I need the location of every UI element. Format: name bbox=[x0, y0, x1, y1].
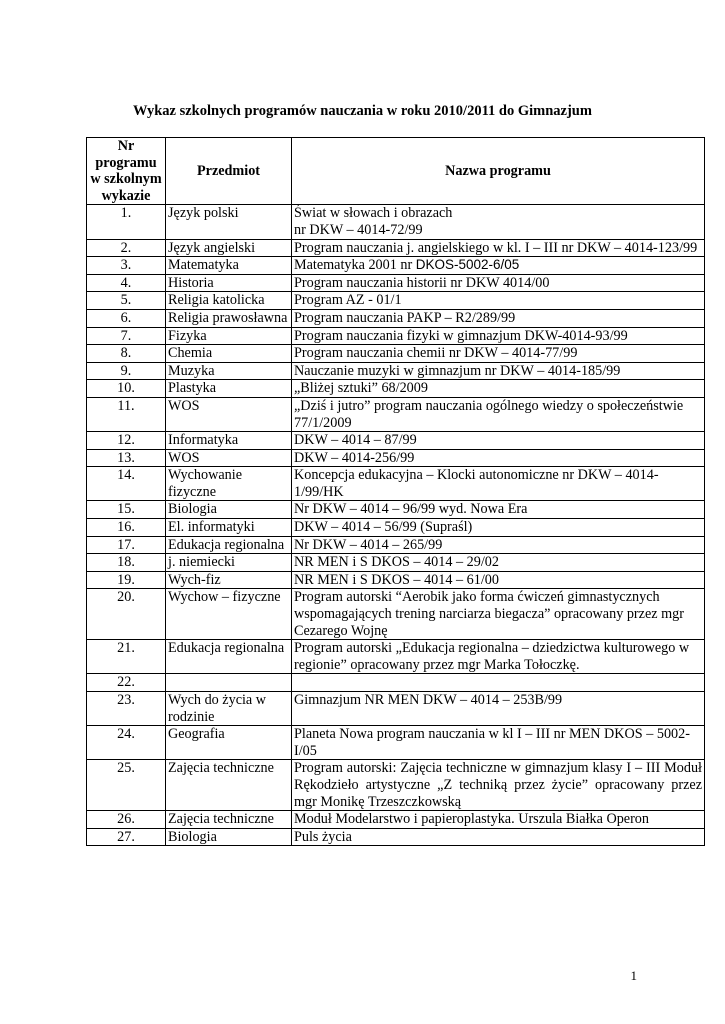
program-code-text: DKOS-5002-6/05 bbox=[415, 257, 520, 273]
row-program: Program AZ - 01/1 bbox=[292, 292, 705, 310]
row-number: 5. bbox=[87, 292, 166, 310]
page-title: Wykaz szkolnych programów nauczania w roku 2010/2011 do Gimnazjum bbox=[133, 103, 592, 119]
table-row bbox=[87, 345, 705, 363]
row-subject: Fizyka bbox=[166, 327, 292, 345]
row-subject: Wych do życia w rodzinie bbox=[166, 692, 292, 726]
row-program: Koncepcja edukacyjna – Klocki autonomiczne nr DKW – 4014-1/99/HK bbox=[292, 467, 705, 501]
row-program: Gimnazjum NR MEN DKW – 4014 – 253B/99 bbox=[292, 692, 705, 726]
table-row bbox=[87, 432, 705, 450]
row-program: Program autorski “Aerobik jako forma ćwiczeń gimnastycznych wspomagających trening narciarza biegacza” opracowany przez mgr Cezarego Wojnę bbox=[292, 589, 705, 640]
row-program: Puls życia bbox=[292, 828, 705, 846]
table-row bbox=[87, 239, 705, 257]
row-number: 18. bbox=[87, 554, 166, 572]
row-subject: WOS bbox=[166, 397, 292, 431]
row-number: 17. bbox=[87, 536, 166, 554]
row-program: DKW – 4014 – 56/99 (Supraśl) bbox=[292, 519, 705, 537]
row-number: 9. bbox=[87, 362, 166, 380]
row-number: 25. bbox=[87, 760, 166, 811]
table-row bbox=[87, 292, 705, 310]
row-program: NR MEN i S DKOS – 4014 – 61/00 bbox=[292, 571, 705, 589]
row-number: 21. bbox=[87, 640, 166, 674]
table-row bbox=[87, 554, 705, 572]
table-row bbox=[87, 501, 705, 519]
row-program: Program nauczania fizyki w gimnazjum DKW-4014-93/99 bbox=[292, 327, 705, 345]
table-row bbox=[87, 828, 705, 846]
row-number: 16. bbox=[87, 519, 166, 537]
row-number: 27. bbox=[87, 828, 166, 846]
row-subject: Informatyka bbox=[166, 432, 292, 450]
table-row bbox=[87, 760, 705, 811]
table-row bbox=[87, 362, 705, 380]
row-subject: El. informatyki bbox=[166, 519, 292, 537]
table-row bbox=[87, 274, 705, 292]
page-number: 1 bbox=[630, 968, 637, 983]
row-program: „Bliżej sztuki” 68/2009 bbox=[292, 380, 705, 398]
row-number: 13. bbox=[87, 449, 166, 467]
table-row bbox=[87, 257, 705, 275]
row-number: 14. bbox=[87, 467, 166, 501]
row-number: 19. bbox=[87, 571, 166, 589]
table-header-row bbox=[87, 138, 705, 205]
table-row bbox=[87, 811, 705, 829]
row-program: Program autorski „Edukacja regionalna – dziedzictwa kulturowego w regionie” opracowany przez mgr Marka Tołoczkę. bbox=[292, 640, 705, 674]
row-number: 3. bbox=[87, 257, 166, 275]
row-subject: Wych-fiz bbox=[166, 571, 292, 589]
row-program bbox=[292, 257, 705, 275]
row-subject: Język angielski bbox=[166, 239, 292, 257]
row-program: Moduł Modelarstwo i papieroplastyka. Urszula Białka Operon bbox=[292, 811, 705, 829]
row-number: 2. bbox=[87, 239, 166, 257]
row-number: 6. bbox=[87, 309, 166, 327]
header-subject: Przedmiot bbox=[166, 138, 292, 205]
table-row bbox=[87, 467, 705, 501]
table-row bbox=[87, 205, 705, 239]
row-subject: Plastyka bbox=[166, 380, 292, 398]
header-program: Nazwa programu bbox=[292, 138, 705, 205]
row-program: Program nauczania historii nr DKW 4014/00 bbox=[292, 274, 705, 292]
row-program: Program autorski: Zajęcia techniczne w gimnazjum klasy I – III Moduł Rękodzieło artystyczne „Z techniką przez życie” opracowany przez mgr Monikę Trzeszczkowską bbox=[292, 760, 705, 811]
row-subject: Religia prawosławna bbox=[166, 309, 292, 327]
row-program: Nauczanie muzyki w gimnazjum nr DKW – 4014-185/99 bbox=[292, 362, 705, 380]
table-row bbox=[87, 536, 705, 554]
table-row bbox=[87, 640, 705, 674]
table-row bbox=[87, 692, 705, 726]
row-program: Świat w słowach i obrazach nr DKW – 4014-72/99 bbox=[292, 205, 705, 239]
row-program: DKW – 4014-256/99 bbox=[292, 449, 705, 467]
program-name-text: Matematyka 2001 nr bbox=[294, 257, 416, 274]
row-subject: Religia katolicka bbox=[166, 292, 292, 310]
row-number: 7. bbox=[87, 327, 166, 345]
row-program: Nr DKW – 4014 – 265/99 bbox=[292, 536, 705, 554]
row-program: Nr DKW – 4014 – 96/99 wyd. Nowa Era bbox=[292, 501, 705, 519]
row-subject: Historia bbox=[166, 274, 292, 292]
row-subject: Biologia bbox=[166, 501, 292, 519]
row-subject: Wychowanie fizyczne bbox=[166, 467, 292, 501]
row-number: 20. bbox=[87, 589, 166, 640]
row-program: Planeta Nowa program nauczania w kl I – III nr MEN DKOS – 5002-I/05 bbox=[292, 726, 705, 760]
row-subject: Zajęcia techniczne bbox=[166, 760, 292, 811]
table-row bbox=[87, 380, 705, 398]
row-number: 10. bbox=[87, 380, 166, 398]
row-number: 22. bbox=[87, 674, 166, 692]
row-subject: WOS bbox=[166, 449, 292, 467]
header-nr: Nr programu w szkolnym wykazie bbox=[87, 138, 166, 205]
row-number: 1. bbox=[87, 205, 166, 239]
row-program: Program nauczania j. angielskiego w kl. I – III nr DKW – 4014-123/99 bbox=[292, 239, 705, 257]
row-program: „Dziś i jutro” program nauczania ogólnego wiedzy o społeczeństwie 77/1/2009 bbox=[292, 397, 705, 431]
row-subject: j. niemiecki bbox=[166, 554, 292, 572]
row-program bbox=[292, 674, 705, 692]
table-row bbox=[87, 571, 705, 589]
row-number: 23. bbox=[87, 692, 166, 726]
table-row bbox=[87, 726, 705, 760]
table-row bbox=[87, 674, 705, 692]
row-subject: Biologia bbox=[166, 828, 292, 846]
table-row bbox=[87, 589, 705, 640]
row-number: 24. bbox=[87, 726, 166, 760]
row-number: 8. bbox=[87, 345, 166, 363]
programs-table bbox=[86, 137, 705, 846]
row-number: 15. bbox=[87, 501, 166, 519]
row-number: 11. bbox=[87, 397, 166, 431]
row-number: 4. bbox=[87, 274, 166, 292]
row-subject: Matematyka bbox=[166, 257, 292, 275]
row-subject: Geografia bbox=[166, 726, 292, 760]
row-subject: Język polski bbox=[166, 205, 292, 239]
row-subject: Edukacja regionalna bbox=[166, 640, 292, 674]
row-program: DKW – 4014 – 87/99 bbox=[292, 432, 705, 450]
row-program: NR MEN i S DKOS – 4014 – 29/02 bbox=[292, 554, 705, 572]
row-subject: Muzyka bbox=[166, 362, 292, 380]
row-subject: Chemia bbox=[166, 345, 292, 363]
table-row bbox=[87, 327, 705, 345]
row-subject bbox=[166, 674, 292, 692]
row-subject: Zajęcia techniczne bbox=[166, 811, 292, 829]
row-program: Program nauczania chemii nr DKW – 4014-77/99 bbox=[292, 345, 705, 363]
table-row bbox=[87, 449, 705, 467]
row-number: 26. bbox=[87, 811, 166, 829]
row-program: Program nauczania PAKP – R2/289/99 bbox=[292, 309, 705, 327]
table-row bbox=[87, 519, 705, 537]
row-number: 12. bbox=[87, 432, 166, 450]
table-row bbox=[87, 397, 705, 431]
table-row bbox=[87, 309, 705, 327]
row-subject: Edukacja regionalna bbox=[166, 536, 292, 554]
row-subject: Wychow – fizyczne bbox=[166, 589, 292, 640]
